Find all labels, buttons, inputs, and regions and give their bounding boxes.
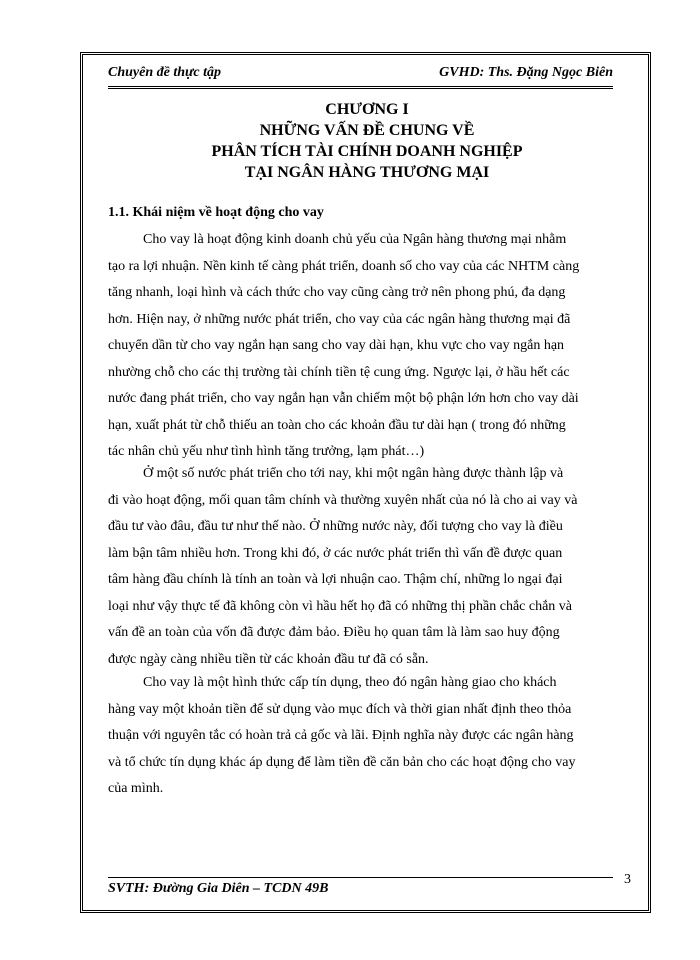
chapter-title bbox=[108, 99, 626, 183]
chapter-line: NHỮNG VẤN ĐỀ CHUNG VỀ bbox=[259, 122, 475, 139]
text-line: loại như vậy thực tế đã không còn vì hầu hết họ đã có những thị phần chắc chắn và bbox=[108, 598, 573, 614]
text-line: Cho vay là một hình thức cấp tín dụng, theo đó ngân hàng giao cho khách bbox=[108, 675, 557, 690]
text-line: đầu tư vào đâu, đầu tư như thế nào. Ở những nước này, đối tượng cho vay là điều bbox=[108, 519, 563, 534]
section-heading: 1.1. Khái niệm về hoạt động cho vay bbox=[108, 205, 324, 220]
footer-student: SVTH: Đường Gia Diên – TCDN 49B bbox=[108, 881, 329, 896]
text-line: và tổ chức tín dụng khác áp dụng để làm tiền đề căn bản cho các hoạt động cho vay bbox=[108, 754, 576, 770]
page-footer bbox=[108, 872, 631, 900]
paragraph-2 bbox=[108, 461, 618, 673]
text-line: Cho vay là hoạt động kinh doanh chủ yếu của Ngân hàng thương mại nhằm bbox=[108, 232, 567, 247]
text-line: thuận với nguyên tắc có hoàn trả cả gốc và lãi. Định nghĩa này được các ngân hàng bbox=[108, 728, 574, 743]
text-line: hơn. Hiện nay, ở những nước phát triển, cho vay của các ngân hàng thương mại đã bbox=[108, 311, 571, 327]
paragraph-1 bbox=[108, 227, 618, 466]
text-line: được ngày càng nhiều tiền từ các khoản đầu tư đã có sẵn. bbox=[108, 651, 429, 667]
page-number: 3 bbox=[624, 872, 631, 887]
header-topic: Chuyên đề thực tập bbox=[108, 65, 222, 80]
chapter-line: PHÂN TÍCH TÀI CHÍNH DOANH NGHIỆP bbox=[211, 143, 523, 160]
text-line: tăng nhanh, loại hình và cách thức cho vay cũng càng trở nên phong phú, đa dạng bbox=[108, 285, 566, 300]
text-line: chuyển dần từ cho vay ngắn hạn sang cho vay dài hạn, khu vực cho vay ngắn hạn bbox=[108, 338, 565, 353]
text-line: của mình. bbox=[108, 781, 164, 796]
text-line: Ở một số nước phát triển cho tới nay, khi một ngân hàng được thành lập và bbox=[108, 466, 564, 481]
header-advisor: GVHD: Ths. Đặng Ngọc Biên bbox=[439, 65, 613, 80]
text-line: hạn, xuất phát từ chỗ thiếu an toàn cho các khoản đầu tư dài hạn ( trong đó những bbox=[108, 417, 566, 433]
text-line: nước đang phát triển, cho vay ngắn hạn vẫn chiếm một bộ phận lớn hơn cho vay dài bbox=[108, 391, 579, 406]
chapter-line: TẠI NGÂN HÀNG THƯƠNG MẠI bbox=[244, 164, 490, 181]
text-line: hàng vay một khoản tiền để sử dụng vào mục đích và thời gian nhất định theo thỏa bbox=[108, 701, 572, 717]
text-line: tác nhân chủ yếu như tình hình tăng trưởng, lạm phát…) bbox=[108, 444, 425, 459]
text-line: nhường chỗ cho các thị trường tài chính tiền tệ cung ứng. Ngược lại, ở hầu hết các bbox=[108, 364, 570, 380]
text-line: vấn đề an toàn của vốn đã được đảm bảo. Điều họ quan tâm là làm sao huy động bbox=[108, 625, 560, 640]
paragraph-3 bbox=[108, 670, 618, 803]
text-line: đi vào hoạt động, mối quan tâm chính và thường xuyên nhất của nó là cho ai vay và bbox=[108, 492, 578, 508]
page-header bbox=[108, 64, 613, 89]
chapter-line: CHƯƠNG I bbox=[325, 101, 409, 118]
text-line: làm bận tâm nhiều hơn. Trong khi đó, ở các nước phát triển thì vấn đề được quan bbox=[108, 545, 563, 561]
text-line: tâm hàng đầu chính là tính an toàn và lợi nhuận cao. Thậm chí, những lo ngại đại bbox=[108, 572, 563, 587]
text-line: tạo ra lợi nhuận. Nền kinh tế càng phát triển, doanh số cho vay của các NHTM càng bbox=[108, 258, 580, 274]
